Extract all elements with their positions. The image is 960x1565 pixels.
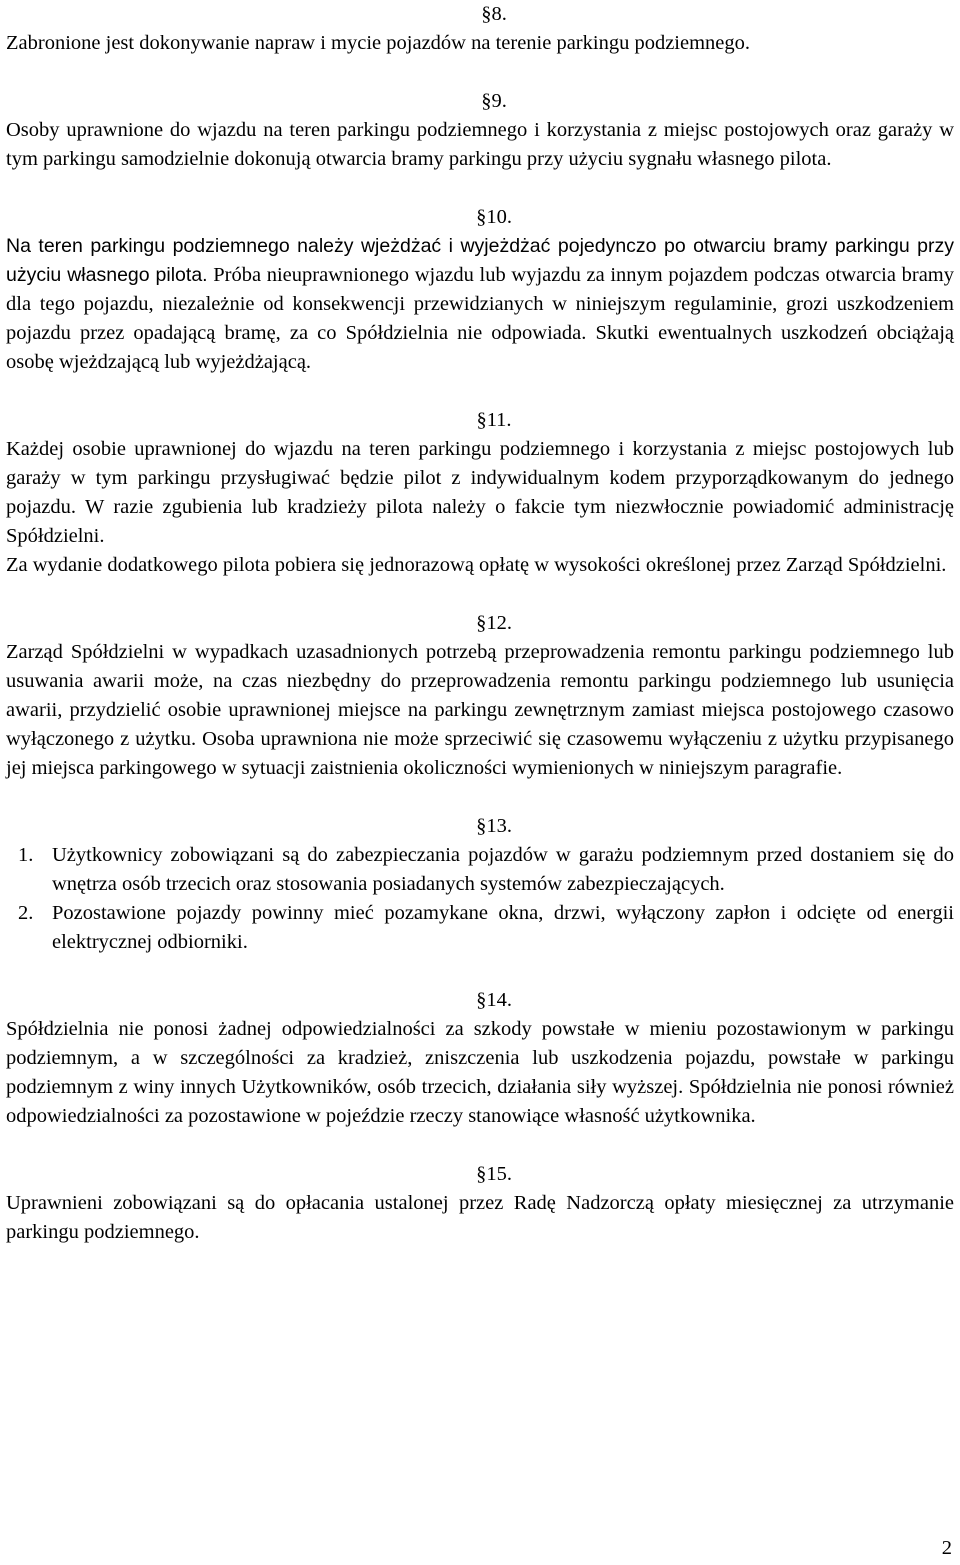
section-8 [6,0,954,58]
section-text: Uprawnieni zobowiązani są do opłacania ustalonej przez Radę Nadzorczą opłaty miesięcznej za utrzymanie parkingu podziemnego. [6,1192,954,1243]
section-text: Zarząd Spółdzielni w wypadkach uzasadnionych potrzebą przeprowadzenia remontu parkingu podziemnego lub usuwania awarii może, na czas niezbędny do przeprowadzenia remontu parkingu podziemnego lub usunięcia awarii, przydzielić osobie uprawnionej miejsce na parkingu zewnętrznym zamiast miejsca postojowego czasowo wyłączonego z użytku. Osoba uprawniona nie może sprzeciwić się czasowemu wyłączeniu z użytku przypisanego jej miejsca parkingowego w sytuacji zaistnienia okoliczności wymienionych w niniejszym paragrafie. [6,641,954,779]
list-item-number: 2. [18,902,34,924]
section-14 [6,986,954,1131]
section-heading: §11. [476,409,512,431]
list-item-number: 1. [18,844,34,866]
section-11 [6,406,954,580]
section-heading: §13. [476,815,512,837]
section-heading: §10. [476,206,512,228]
section-heading: §9. [481,90,507,112]
section-heading: §15. [476,1163,512,1185]
list-item [6,899,954,957]
section-heading: §8. [481,3,507,25]
section-text: Każdej osobie uprawnionej do wjazdu na teren parkingu podziemnego i korzystania z miejsc postojowych lub garaży w tym parkingu przysługiwać będzie pilot z indywidualnym kodem przyporządkowanym do jednego pojazdu. W razie zgubienia lub kradzieży pilota należy o fakcie tym niezwłocznie powiadomić administrację Spółdzielni. [6,438,954,547]
section-12 [6,609,954,783]
section-9 [6,87,954,174]
section-text: Zabronione jest dokonywanie napraw i mycie pojazdów na terenie parkingu podziemnego. [6,32,751,54]
section-text-part-a: Na teren parkingu podziemnego należy wjeżdżać i wyjeżdżać pojedynczo po otwarciu bramy parkingu przy użyciu własnego pilota. [6,235,954,286]
section-text-part-b: Próba nieuprawnionego wjazdu lub wyjazdu za innym pojazdem podczas otwarcia bramy dla tego pojazdu, niezależnie od konsekwencji przewidzianych w niniejszym regulaminie, grozi uszkodzeniem pojazdu przez opadającą bramę, za co Spółdzielnia nie odpowiada. Skutki ewentualnych uszkodzeń obciążają osobę wjeżdzającą lub wyjeżdżającą. [6,264,954,373]
document-page [6,0,954,1247]
list-item-text: Pozostawione pojazdy powinny mieć pozamykane okna, drzwi, wyłączony zapłon i odcięte od energii elektrycznej odbiorniki. [52,902,954,953]
list-item [6,841,954,899]
section-text: Spółdzielnia nie ponosi żadnej odpowiedzialności za szkody powstałe w mieniu pozostawionym w parkingu podziemnym, a w szczególności za kradzież, zniszczenia lub uszkodzenia pojazdu, powstałe w parkingu podziemnym z winy innych Użytkowników, osób trzecich, działania siły wyższej. Spółdzielnia nie ponosi również odpowiedzialności za pozostawione w pojeździe rzeczy stanowiące własność użytkownika. [6,1018,954,1127]
section-text [6,232,954,377]
section-text: Za wydanie dodatkowego pilota pobiera się jednorazową opłatę w wysokości określonej przez Zarząd Spółdzielni. [6,554,947,576]
section-10 [6,203,954,377]
section-text: Osoby uprawnione do wjazdu na teren parkingu podziemnego i korzystania z miejsc postojowych oraz garaży w tym parkingu samodzielnie dokonują otwarcia bramy parkingu przy użyciu sygnału własnego pilota. [6,119,954,170]
section-15 [6,1160,954,1247]
section-13 [6,812,954,957]
numbered-list [6,841,954,957]
page-number: 2 [941,1537,952,1559]
section-heading: §14. [476,989,512,1011]
section-heading: §12. [476,612,512,634]
list-item-text: Użytkownicy zobowiązani są do zabezpieczania pojazdów w garażu podziemnym przed dostaniem się do wnętrza osób trzecich oraz stosowania posiadanych systemów zabezpieczających. [52,844,954,895]
